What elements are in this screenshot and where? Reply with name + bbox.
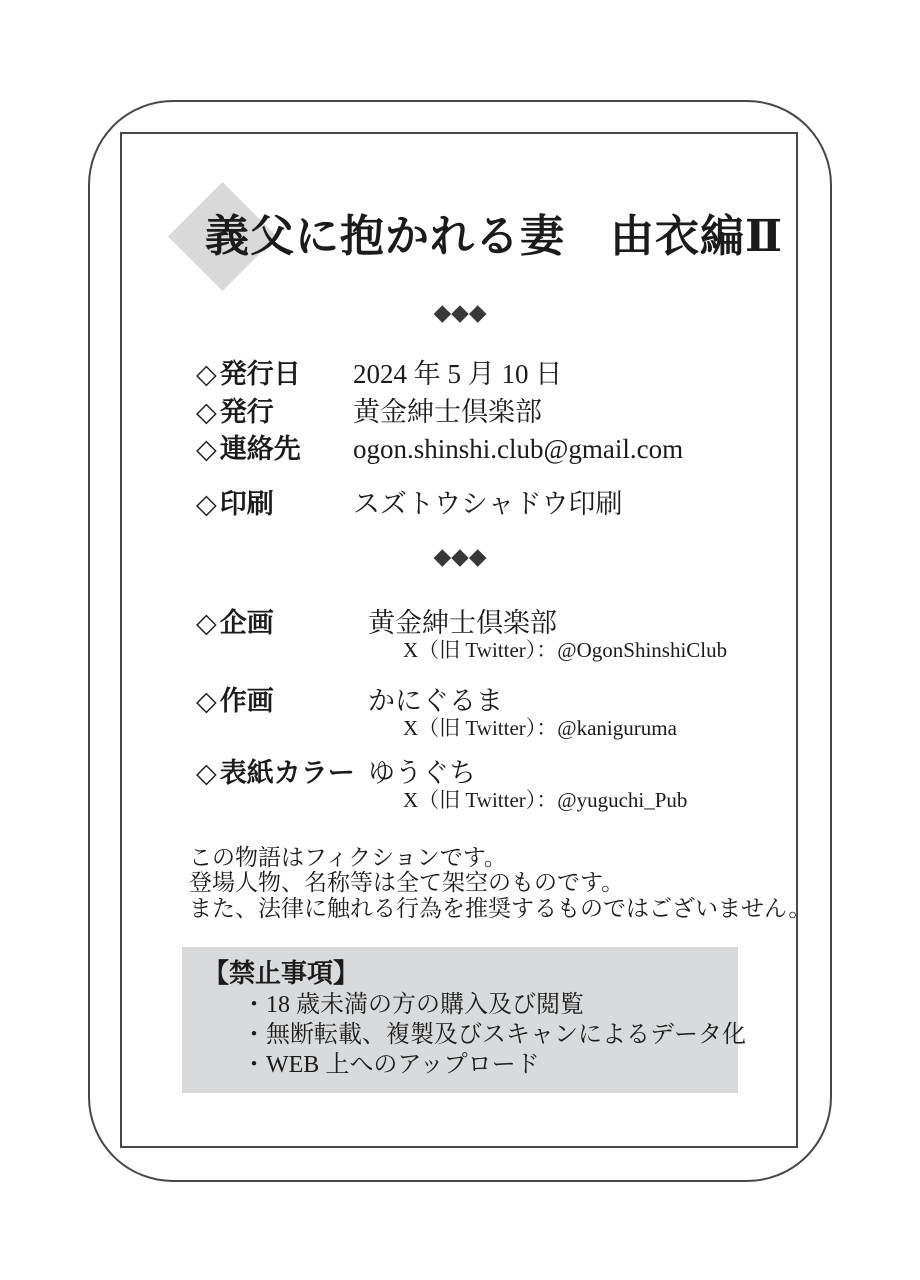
field-label-text: 企画 [219, 608, 274, 638]
publication-info [196, 356, 756, 523]
book-title: 義父に抱かれる妻 由衣編Ⅱ [205, 212, 784, 261]
publication-row-printer [196, 486, 756, 524]
field-label-text: 発行 [219, 396, 274, 427]
field-label-text: 印刷 [219, 488, 274, 519]
field-label [196, 683, 368, 719]
field-label [196, 431, 353, 469]
credits-section [196, 605, 776, 813]
publication-row-contact [196, 431, 756, 469]
prohibited-list [182, 990, 746, 1080]
credit-x-handle: X（旧 Twitter）：@yuguchi_Pub [403, 788, 688, 812]
credit-x-handle: X（旧 Twitter）：@OgonShinshiClub [403, 638, 728, 662]
diamond-separator-icon: ◆◆◆ [433, 300, 487, 325]
credit-name: ゆうぐち [368, 758, 476, 788]
diamond-separator-icon: ◆◆◆ [433, 544, 487, 569]
diamond-marker-icon: ◇ [196, 488, 217, 519]
field-label [196, 605, 368, 641]
field-label [196, 394, 353, 432]
disclaimer-line: また、法律に触れる行為を推奨するものではございません。 [189, 895, 812, 921]
field-value: 黄金紳士倶楽部 [353, 396, 542, 427]
diamond-marker-icon: ◇ [196, 359, 217, 389]
credit-artist [196, 683, 776, 741]
publication-row-date [196, 356, 756, 394]
credit-name-row [196, 755, 776, 791]
credit-name: かにぐるま [368, 686, 503, 716]
field-value: スズトウシャドウ印刷 [353, 488, 623, 519]
diamond-marker-icon: ◇ [196, 686, 217, 716]
diamond-marker-icon: ◇ [196, 434, 217, 464]
field-label-text: 作画 [219, 686, 274, 716]
credit-name-row [196, 683, 776, 719]
disclaimer-line: 登場人物、名称等は全て架空のものです。 [189, 870, 625, 896]
diamond-marker-icon: ◇ [196, 758, 217, 788]
prohibited-items-box [182, 947, 746, 1093]
field-label [196, 356, 353, 394]
publication-row-publisher [196, 394, 756, 432]
field-label [196, 755, 368, 791]
prohibited-item: ・WEB 上へのアップロード [242, 1052, 540, 1078]
disclaimer-line: この物語はフィクションです。 [189, 845, 507, 870]
field-label-text: 表紙カラー [219, 758, 355, 788]
prohibited-item: ・無断転載、複製及びスキャンによるデータ化 [242, 1022, 746, 1048]
credit-x-handle: X（旧 Twitter）：@kaniguruma [403, 716, 677, 740]
credit-planning [196, 605, 776, 663]
credit-cover-color [196, 755, 776, 813]
field-label [196, 486, 353, 524]
diamond-marker-icon: ◇ [196, 608, 217, 638]
field-label-text: 発行日 [219, 359, 301, 389]
field-value-email: ogon.shinshi.club@gmail.com [353, 434, 684, 464]
field-label-text: 連絡先 [219, 434, 301, 464]
credit-name-row [196, 605, 776, 641]
prohibited-title: 【禁止事項】 [203, 959, 360, 988]
credit-name: 黄金紳士倶楽部 [368, 608, 557, 638]
prohibited-item: ・18 歳未満の方の購入及び閲覧 [242, 992, 584, 1018]
fiction-disclaimer [189, 845, 812, 921]
diamond-marker-icon: ◇ [196, 396, 217, 427]
field-value: 2024 年 5 月 10 日 [353, 359, 563, 389]
